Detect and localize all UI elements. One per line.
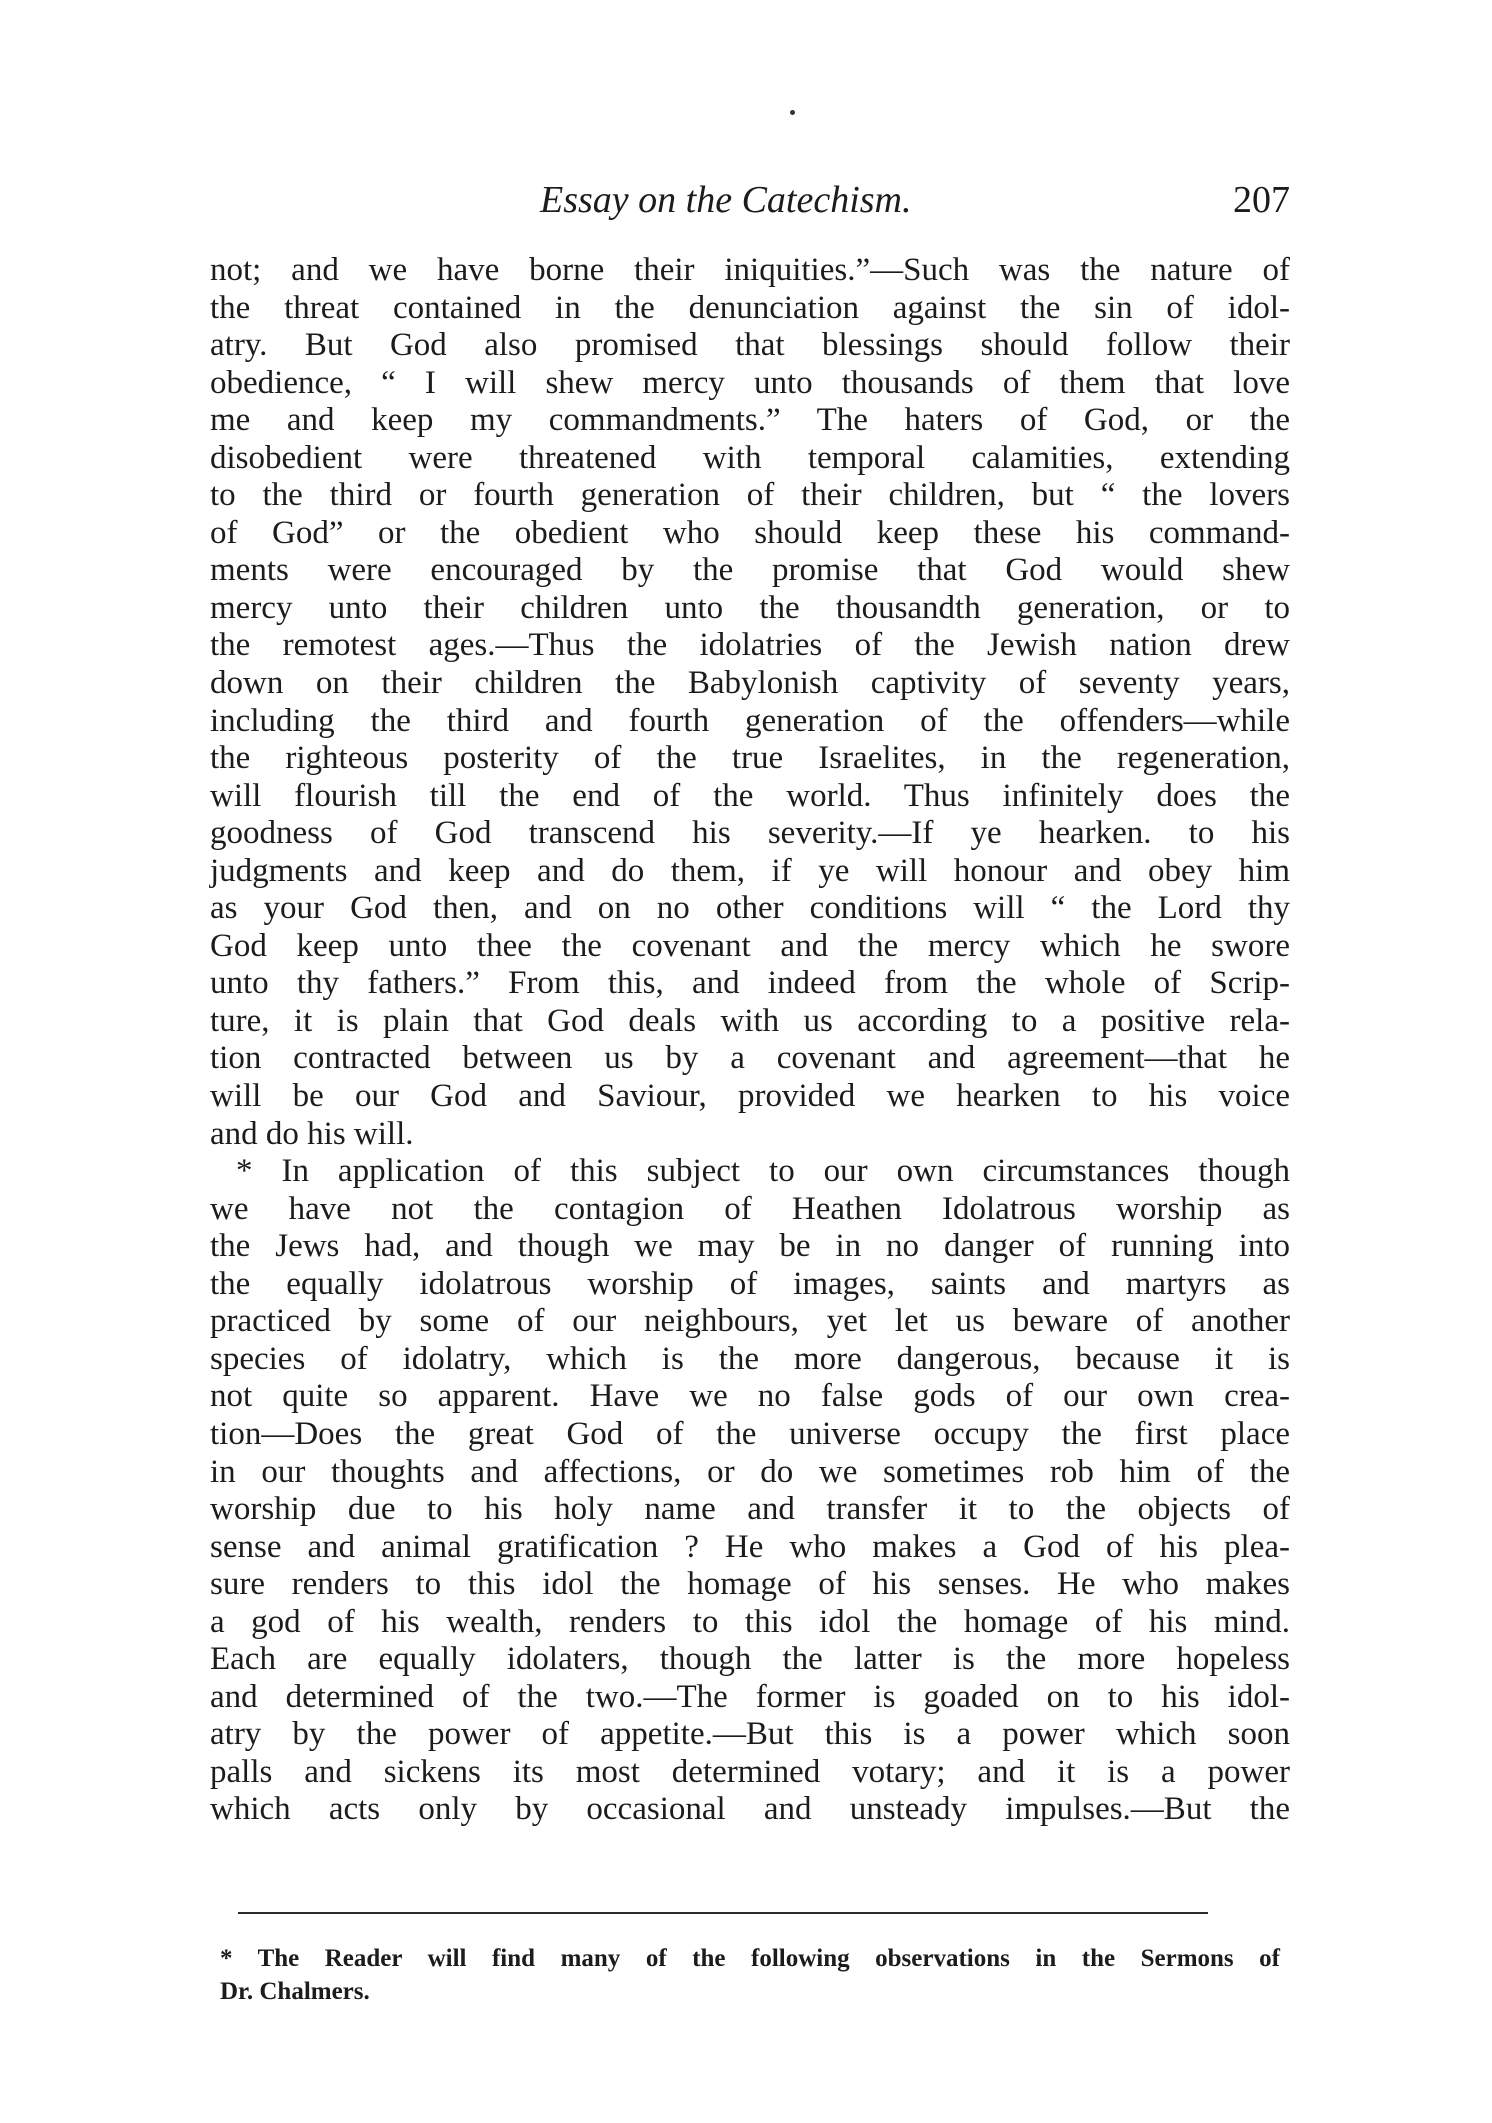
text-line: unto thy fathers.” From this, and indeed from the whole of Scrip- — [210, 965, 1290, 1002]
text-line: a god of his wealth, renders to this idol the homage of his mind. — [210, 1603, 1290, 1640]
body-text — [210, 252, 1290, 1829]
text-line: the threat contained in the denunciation against the sin of idol- — [210, 289, 1290, 326]
text-line: species of idolatry, which is the more dangerous, because it is — [210, 1340, 1290, 1377]
text-line: disobedient were threatened with temporal calamities, extending — [210, 439, 1290, 476]
text-line: sense and animal gratification ? He who makes a God of his plea- — [210, 1528, 1290, 1565]
text-line: not; and we have borne their iniquities.”—Such was the nature of — [210, 252, 1290, 288]
text-line: me and keep my commandments.” The haters of God, or the — [210, 402, 1290, 439]
text-line: tion contracted between us by a covenant and agreement—that he — [210, 1040, 1290, 1077]
footnote-divider — [238, 1912, 1208, 1914]
text-line: the righteous posterity of the true Israelites, in the regeneration, — [210, 740, 1290, 777]
running-title: Essay on the Catechism. — [540, 179, 912, 221]
text-line: palls and sickens its most determined votary; and it is a power — [210, 1753, 1290, 1790]
text-line: of God” or the obedient who should keep these his command- — [210, 514, 1290, 551]
text-line: tion—Does the great God of the universe occupy the first place — [210, 1415, 1290, 1452]
text-line: to the third or fourth generation of their children, but “ the lovers — [210, 477, 1290, 514]
text-line: and do his will. — [210, 1115, 414, 1152]
text-line: obedience, “ I will shew mercy unto thousands of them that love — [210, 364, 1290, 401]
text-line: including the third and fourth generation of the offenders—while — [210, 702, 1290, 739]
text-line: atry by the power of appetite.—But this is a power which soon — [210, 1716, 1290, 1753]
text-line: in our thoughts and affections, or do we sometimes rob him of the — [210, 1453, 1290, 1490]
page-header — [210, 178, 1290, 238]
text-line: which acts only by occasional and unsteady impulses.—But the — [210, 1791, 1290, 1828]
text-line: the remotest ages.—Thus the idolatries of the Jewish nation drew — [210, 627, 1290, 664]
text-line: down on their children the Babylonish captivity of seventy years, — [210, 665, 1290, 702]
text-line: atry. But God also promised that blessings should follow their — [210, 327, 1290, 364]
text-line: worship due to his holy name and transfer it to the objects of — [210, 1491, 1290, 1528]
text-line: goodness of God transcend his severity.—If ye hearken. to his — [210, 815, 1290, 852]
footnote-line: Dr. Chalmers. — [220, 1978, 370, 2005]
text-line: the equally idolatrous worship of images, saints and martyrs as — [210, 1265, 1290, 1302]
text-line: mercy unto their children unto the thousandth generation, or to — [210, 589, 1290, 626]
page-number: 207 — [1233, 179, 1290, 221]
text-line: as your God then, and on no other conditions will “ the Lord thy — [210, 890, 1290, 927]
text-line: judgments and keep and do them, if ye will honour and obey him — [210, 852, 1290, 889]
text-line: ments were encouraged by the promise that God would shew — [210, 552, 1290, 589]
text-line: sure renders to this idol the homage of his senses. He who makes — [210, 1566, 1290, 1603]
text-line: Each are equally idolaters, though the latter is the more hopeless — [210, 1641, 1290, 1678]
text-line: practiced by some of our neighbours, yet let us beware of another — [210, 1303, 1290, 1340]
text-line: and determined of the two.—The former is goaded on to his idol- — [210, 1678, 1290, 1715]
text-line: ture, it is plain that God deals with us according to a positive rela- — [210, 1002, 1290, 1039]
text-line: the Jews had, and though we may be in no danger of running into — [210, 1228, 1290, 1265]
text-line: * In application of this subject to our own circumstances though — [236, 1153, 1290, 1190]
text-line: will be our God and Saviour, provided we hearken to his voice — [210, 1078, 1290, 1115]
footnote — [220, 1942, 1280, 2008]
text-line: we have not the contagion of Heathen Idolatrous worship as — [210, 1190, 1290, 1227]
text-line: God keep unto thee the covenant and the mercy which he swore — [210, 927, 1290, 964]
text-line: will flourish till the end of the world. Thus infinitely does the — [210, 777, 1290, 814]
text-line: not quite so apparent. Have we no false gods of our own crea- — [210, 1378, 1290, 1415]
printer-mark — [790, 110, 795, 115]
footnote-line: * The Reader will find many of the following observations in the Sermons of — [220, 1945, 1280, 1972]
